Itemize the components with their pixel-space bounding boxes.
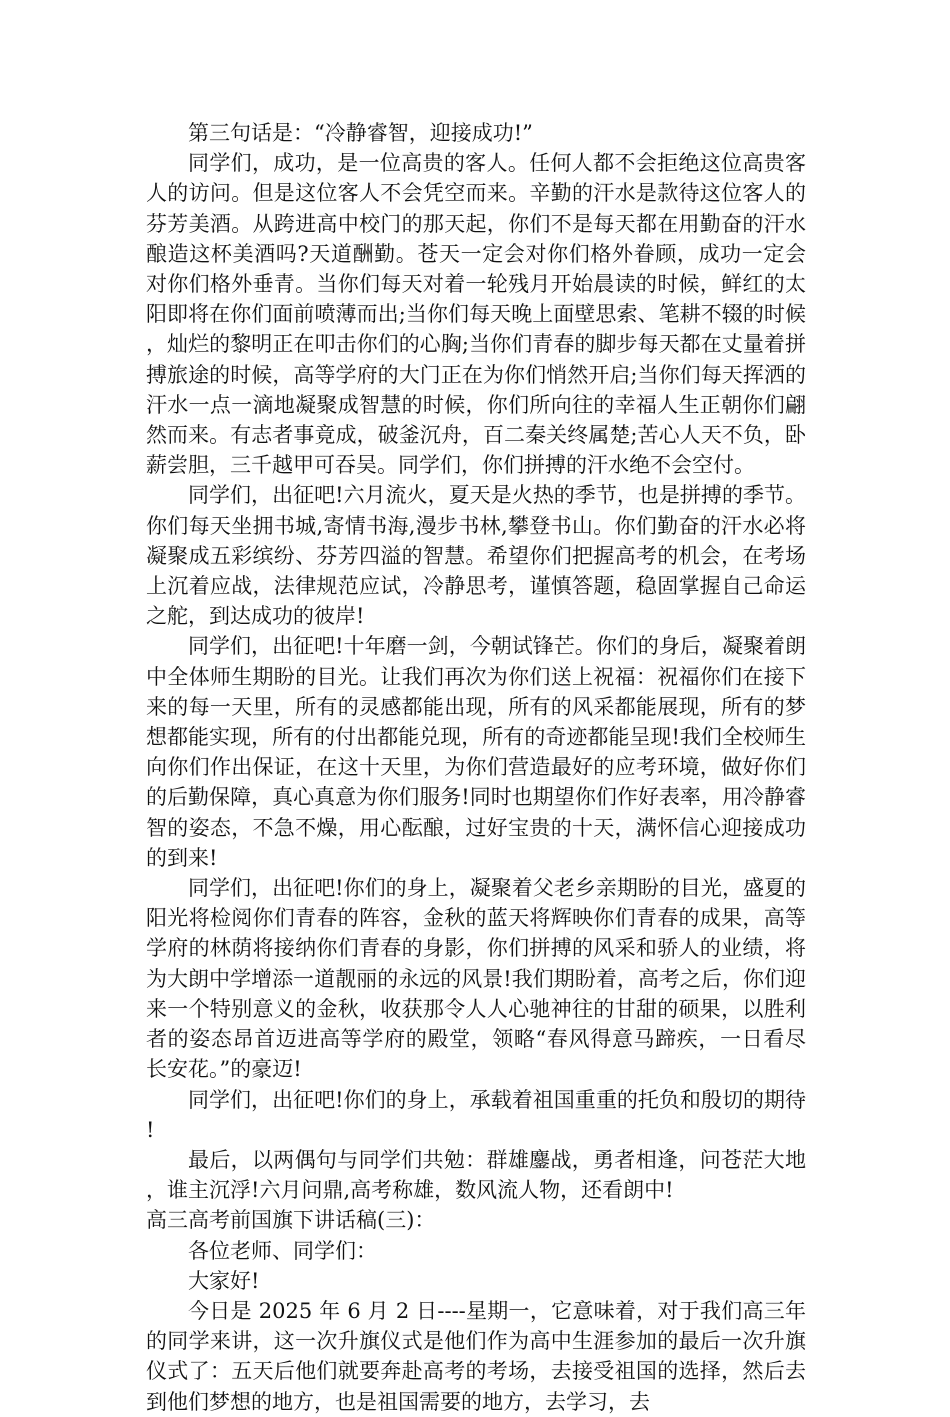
paragraph-flag-ceremony: 今日是 2025 年 6 月 2 日----星期一，它意味着，对于我们高三年的同学来讲，这一次升旗仪式是他们作为高中生涯参加的最后一次升旗仪式了：五天后他们就要奔赴高考的考场，去接受祖国的选择，然后去到他们梦想的地方，也是祖国需要的地方，去学习，去 bbox=[146, 1298, 806, 1414]
paragraph-motherland: 同学们，出征吧!你们的身上，承载着祖国重重的托负和殷切的期待! bbox=[146, 1087, 806, 1142]
section-heading: 高三高考前国旗下讲话稿(三)： bbox=[146, 1208, 436, 1233]
paragraph-june-fire: 同学们，出征吧!六月流火，夏天是火热的季节，也是拼搏的季节。你们每天坐拥书城,寄情书海,漫步书林,攀登书山。你们勤奋的汗水必将凝聚成五彩缤纷、芬芳四溢的智慧。希望你们把握高考的机会，在考场上沉着应战，法律规范应试，冷静思考，谨慎答题，稳固掌握自己命运之舵，到达成功的彼岸! bbox=[146, 483, 806, 629]
paragraph-hometown-hopes: 同学们，出征吧!你们的身上，凝聚着父老乡亲期盼的目光，盛夏的阳光将检阅你们青春的阵容，金秋的蓝天将辉映你们青春的成果，高等学府的林荫将接纳你们青春的身影，你们拼搏的风采和骄人的业绩，将为大朗中学增添一道靓丽的永远的风景!我们期盼着，高考之后，你们迎来一个特别意义的金秋，收获那令人人心驰神往的甘甜的硕果，以胜利者的姿态昂首迈进高等学府的殿堂，领略“春风得意马蹄疾，一日看尽长安花。”的豪迈! bbox=[146, 876, 806, 1082]
paragraph-ten-years: 同学们，出征吧!十年磨一剑，今朝试锋芒。你们的身后，凝聚着朗中全体师生期盼的目光。让我们再次为你们送上祝福：祝福你们在接下来的每一天里，所有的灵感都能出现，所有的风采都能展现，所有的梦想都能实现，所有的付出都能兑现，所有的奇迹都能呈现!我们全校师生向你们作出保证，在这十天里，为你们营造最好的应考环境，做好你们的后勤保障，真心真意为你们服务!同时也期望你们作好表率，用冷静睿智的姿态，不急不燥，用心酝酿，过好宝贵的十天，满怀信心迎接成功的到来! bbox=[146, 634, 806, 870]
hello-line: 大家好! bbox=[188, 1268, 260, 1293]
paragraph-success-guest: 同学们，成功，是一位高贵的客人。任何人都不会拒绝这位高贵客人的访问。但是这位客人不会凭空而来。辛勤的汗水是款待这位客人的芬芳美酒。从跨进高中校门的那天起，你们不是每天都在用勤奋的汗水酿造这杯美酒吗?天道酬勤。苍天一定会对你们格外眷顾，成功一定会对你们格外垂青。当你们每天对着一轮残月开始晨读的时候，鲜红的太阳即将在你们面前喷薄而出;当你们每天晚上面壁思索、笔耕不辍的时候，灿烂的黎明正在叩击你们的心胸;当你们青春的脚步每天都在丈量着拼搏旅途的时候，高等学府的大门正在为你们悄然开启;当你们每天挥洒的汗水一点一滴地凝聚成智慧的时候，你们所向往的幸福人生正朝你们翩然而来。有志者事竟成，破釜沉舟，百二秦关终属楚;苦心人天不负，卧薪尝胆，三千越甲可吞吴。同学们，你们拼搏的汗水绝不会空付。 bbox=[146, 151, 806, 478]
document-body bbox=[146, 118, 806, 1417]
paragraph-third-motto: 第三句话是：“冷静睿智，迎接成功!” bbox=[188, 121, 533, 145]
greeting: 各位老师、同学们： bbox=[188, 1238, 377, 1263]
paragraph-closing-couplet: 最后，以两偶句与同学们共勉：群雄鏖战，勇者相逢，问苍茫大地，谁主沉浮!六月问鼎,高考称雄，数风流人物，还看朗中! bbox=[146, 1147, 806, 1203]
